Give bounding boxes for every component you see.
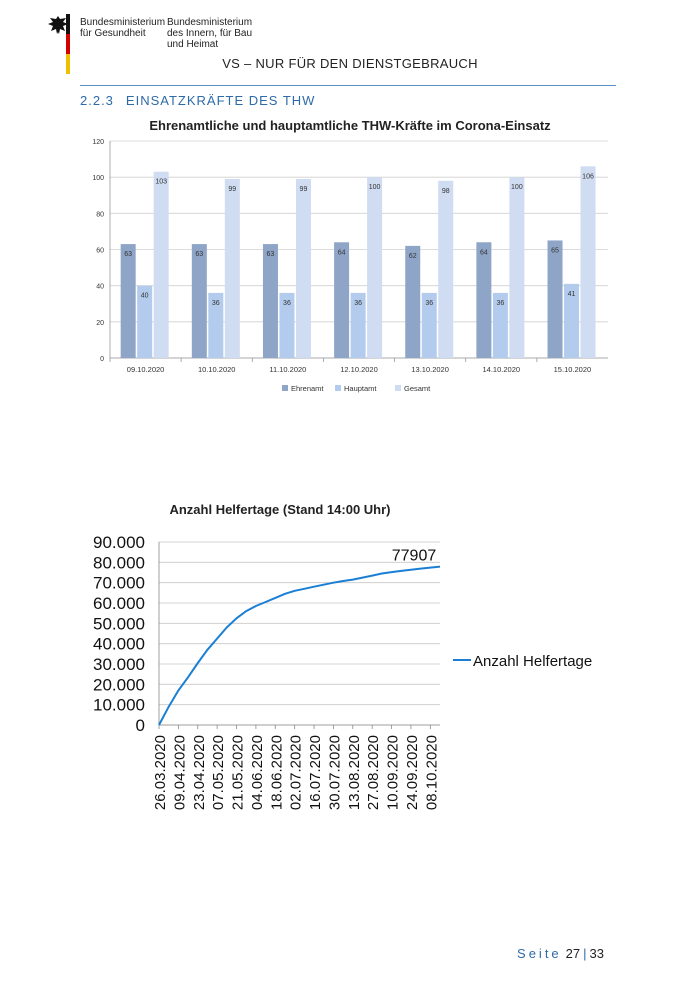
y-tick-label: 0 — [135, 716, 145, 735]
page-label: Seite — [517, 946, 562, 961]
y-tick-label: 90.000 — [93, 533, 145, 552]
section-number: 2.2.3 — [80, 93, 114, 108]
y-tick-label: 100 — [92, 175, 104, 183]
data-label: 36 — [354, 299, 362, 307]
data-label: 64 — [479, 249, 488, 257]
data-label: 103 — [155, 178, 168, 186]
page-footer — [517, 946, 604, 961]
data-label: 77907 — [391, 547, 437, 565]
y-tick-label: 20.000 — [93, 675, 145, 695]
y-tick-label: 80.000 — [93, 553, 145, 573]
data-label: 99 — [228, 185, 237, 193]
data-label: 36 — [283, 299, 291, 307]
x-tick-label: 23.04.2020 — [190, 735, 208, 811]
legend-swatch — [395, 385, 401, 391]
bar — [296, 179, 311, 358]
data-label: 98 — [441, 187, 450, 195]
bar — [334, 242, 349, 358]
bar — [367, 177, 382, 358]
data-label: 40 — [140, 292, 149, 300]
page-total: 33 — [589, 946, 604, 961]
bar — [405, 246, 420, 358]
x-tick-label: 04.06.2020 — [248, 735, 266, 811]
x-tick-label: 24.09.2020 — [403, 735, 421, 811]
data-label: 106 — [582, 173, 594, 181]
y-tick-label: 70.000 — [93, 573, 145, 593]
line-chart-helper-days — [70, 492, 630, 842]
bar — [263, 244, 278, 358]
x-tick-label: 10.09.2020 — [384, 735, 402, 811]
data-label: 63 — [195, 251, 204, 259]
x-tick-label: 15.10.2020 — [553, 365, 592, 374]
x-tick-label: 02.07.2020 — [287, 735, 305, 811]
x-tick-label: 09.10.2020 — [126, 365, 165, 374]
y-tick-label: 30.000 — [93, 655, 145, 674]
y-tick-label: 60 — [96, 247, 104, 255]
ministry-name-health: Bundesministerium für Gesundheit — [80, 17, 166, 39]
bar — [509, 177, 524, 358]
data-label: 36 — [425, 299, 434, 307]
x-tick-label: 26.03.2020 — [152, 735, 169, 811]
data-label: 64 — [337, 249, 346, 257]
classification-label: VS – NUR FÜR DEN DIENSTGEBRAUCH — [222, 56, 478, 71]
bar — [154, 172, 169, 358]
series-line — [159, 567, 440, 725]
x-tick-label: 08.10.2020 — [423, 735, 441, 811]
x-tick-label: 18.06.2020 — [268, 735, 286, 811]
y-tick-label: 0 — [100, 356, 104, 363]
x-tick-label: 21.05.2020 — [229, 735, 247, 811]
y-tick-label: 40.000 — [93, 634, 145, 654]
x-tick-label: 07.05.2020 — [210, 735, 228, 811]
x-tick-label: 09.04.2020 — [171, 735, 189, 811]
section-title: EINSATZKRÄFTE DES THW — [125, 93, 316, 108]
y-tick-label: 40 — [96, 283, 104, 291]
bar — [438, 181, 453, 358]
y-tick-label: 80 — [96, 211, 104, 219]
chart-title: Ehrenamtliche und hauptamtliche THW-Kräfte im Corona-Einsatz — [149, 118, 551, 133]
y-tick-label: 20 — [96, 319, 104, 327]
bar — [121, 244, 136, 358]
data-label: 41 — [567, 290, 576, 298]
legend-label: Anzahl Helfertage — [473, 653, 593, 670]
x-tick-label: 16.07.2020 — [307, 735, 325, 811]
header-divider — [80, 85, 616, 86]
section-heading — [80, 93, 315, 108]
data-label: 100 — [511, 184, 523, 192]
data-label: 62 — [408, 252, 417, 260]
data-label: 36 — [496, 299, 505, 307]
y-tick-label: 120 — [92, 139, 104, 146]
x-tick-label: 27.08.2020 — [365, 735, 383, 811]
bar — [225, 179, 240, 358]
x-tick-label: 11.10.2020 — [269, 365, 307, 374]
data-label: 100 — [368, 184, 381, 192]
legend-label: Hauptamt — [344, 384, 377, 393]
x-tick-label: 14.10.2020 — [482, 365, 521, 374]
data-label: 65 — [551, 247, 559, 255]
bar — [581, 166, 596, 358]
ministry-name-interior: Bundesministerium des Innern, für Bau und Heimat — [167, 17, 253, 50]
page-separator: | — [583, 946, 587, 961]
legend-label: Gesamt — [404, 384, 431, 393]
bar-chart-thw-forces — [70, 108, 630, 408]
chart-title: Anzahl Helfertage (Stand 14:00 Uhr) — [169, 502, 391, 517]
page-number: 27 — [565, 946, 581, 961]
data-label: 63 — [266, 251, 275, 259]
bar — [476, 242, 491, 358]
x-tick-label: 30.07.2020 — [326, 735, 344, 811]
x-tick-label: 10.10.2020 — [197, 365, 236, 374]
x-tick-label: 13.10.2020 — [411, 365, 449, 374]
y-tick-label: 50.000 — [93, 614, 145, 634]
y-tick-label: 10.000 — [93, 695, 145, 715]
x-tick-label: 13.08.2020 — [345, 735, 363, 811]
data-label: 99 — [299, 185, 308, 193]
y-tick-label: 60.000 — [93, 594, 145, 613]
legend-swatch — [335, 385, 341, 391]
x-tick-label: 12.10.2020 — [340, 365, 378, 374]
bar — [548, 240, 563, 358]
data-label: 63 — [124, 251, 133, 259]
legend-swatch — [282, 385, 288, 391]
bar — [192, 244, 207, 358]
data-label: 36 — [211, 299, 220, 307]
legend-label: Ehrenamt — [291, 384, 324, 393]
